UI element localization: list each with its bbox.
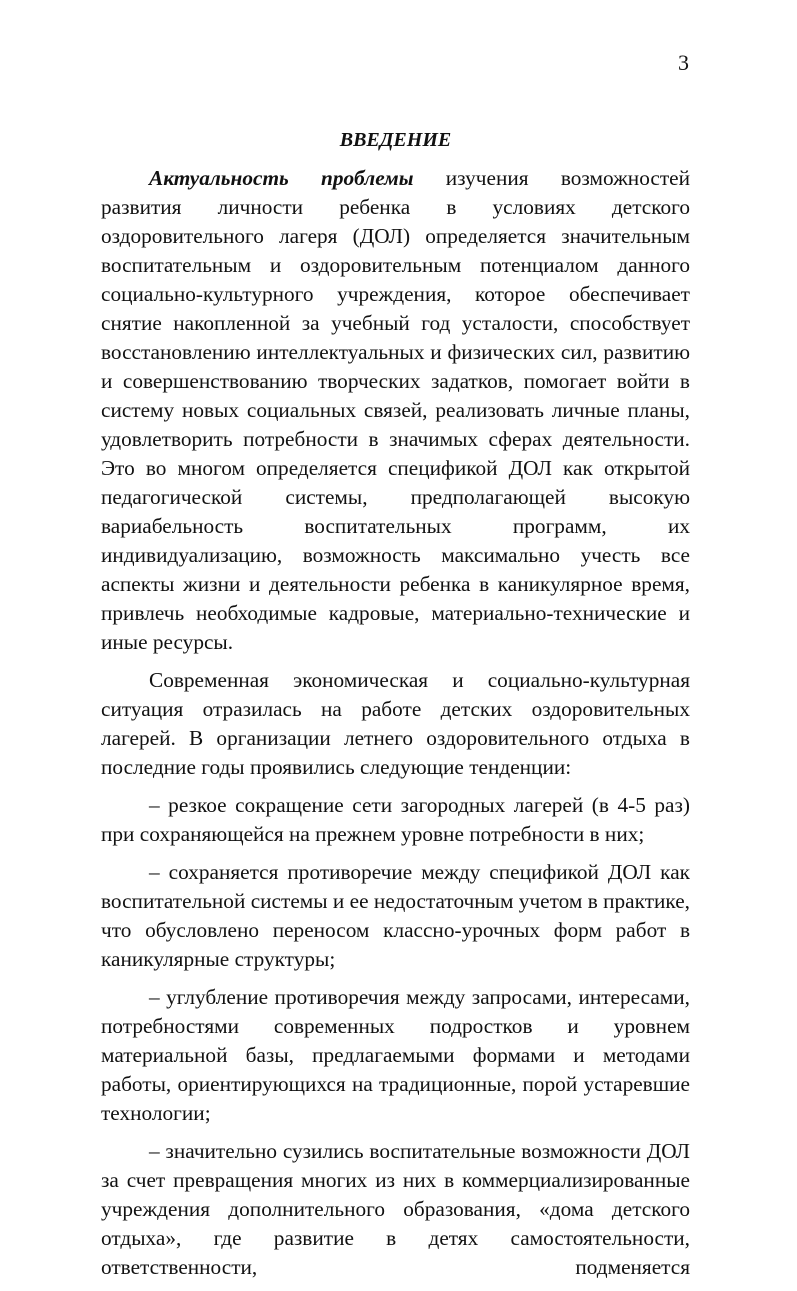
list-item-tendency: – значительно сузились воспитательные возможности ДОЛ за счет превращения многих из них в коммерциализированные учреждения дополнительного образования, «дома детского отдыха», где развитие в детях самостоятельности, ответственности, подменяется [101,1139,690,1279]
list-item-tendency: – углубление противоречия между запросами, интересами, потребностями современных подростков и уровнем материальной базы, предлагаемыми формами и методами работы, ориентирующихся на традиционные, порой устаревшие технологии; [101,985,690,1125]
page-number: 3 [678,50,689,75]
paragraph-situation: Современная экономическая и социально-культурная ситуация отразилась на работе детских оздоровительных лагерей. В организации летнего оздоровительного отдыха в последние годы проявились следующие тенденции: [101,668,690,779]
paragraph-relevance [101,164,690,657]
document-body [101,126,690,1291]
paragraph-text: изучения возможностей развития личности ребенка в условиях детского оздоровительного лагеря (ДОЛ) определяется значительным воспитательным и оздоровительным потенциалом данного социально-культурного учреждения, которое обеспечивает снятие накопленной за учебный год усталости, способствует восстановлению интеллектуальных и физических сил, развитию и совершенствованию творческих задатков, помогает войти в систему новых социальных связей, реализовать личные планы, удовлетворить потребности в значимых сферах деятельности. Это во многом определяется спецификой ДОЛ как открытой педагогической системы, предполагающей высокую вариабельность воспитательных программ, их индивидуализацию, возможность максимально учесть все аспекты жизни и деятельности ребенка в каникулярное время, привлечь необходимые кадровые, материально-технические и иные ресурсы. [101,166,690,654]
list-item-tendency: – сохраняется противоречие между спецификой ДОЛ как воспитательной системы и ее недостаточным учетом в практике, что обусловлено переносом классно-урочных форм работ в каникулярные структуры; [101,860,690,971]
section-title: ВВЕДЕНИЕ [339,129,452,151]
list-item-tendency: – резкое сокращение сети загородных лагерей (в 4-5 раз) при сохраняющейся на прежнем уровне потребности в них; [101,793,690,846]
paragraph-lead: Актуальность проблемы [149,166,414,190]
